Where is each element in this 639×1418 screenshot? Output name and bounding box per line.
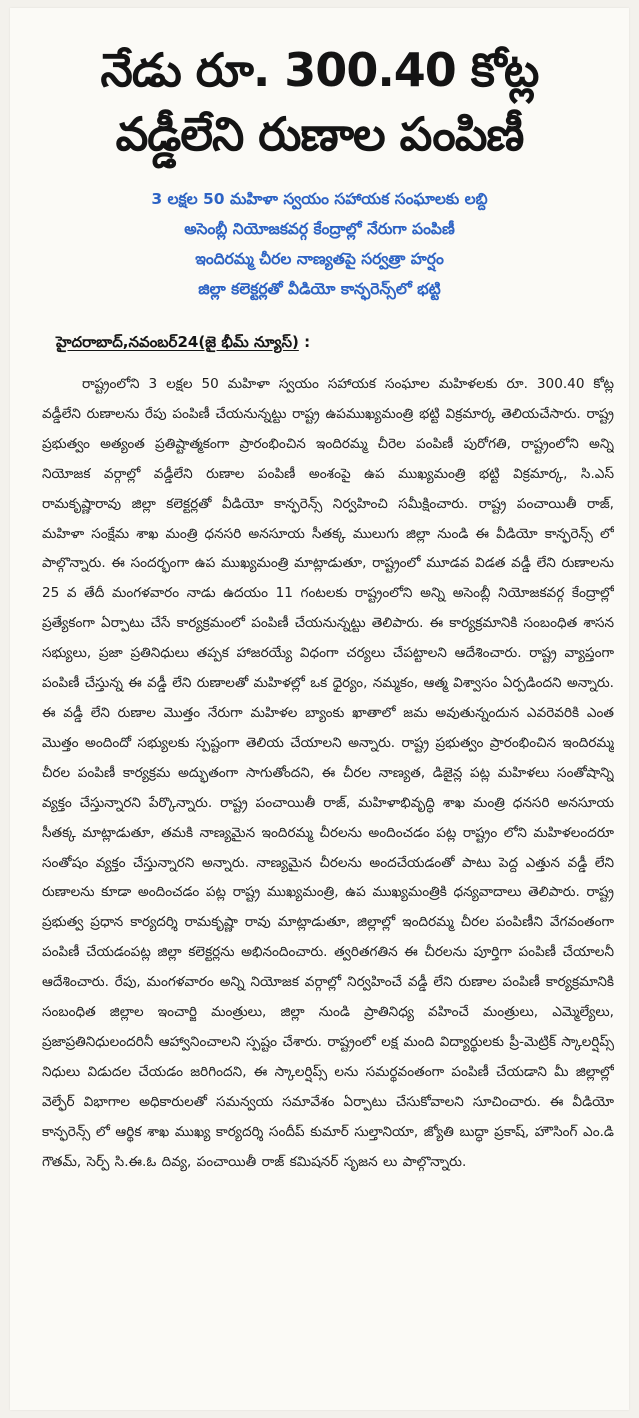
headline-line-1: నేడు రూ. 300.40 కోట్ల — [100, 43, 539, 97]
subheading-3: ఇందిరమ్మ చీరల నాణ్యతపై సర్వత్రా హర్షం — [195, 250, 444, 268]
dateline-suffix: : — [298, 333, 311, 351]
article-body — [42, 370, 614, 1392]
subheading-4: జిల్లా కలెక్టర్లతో వీడియో కాన్ఫరెన్స్‌లో భట్టి — [198, 280, 441, 298]
subheading-1: 3 లక్షల 50 మహిళా స్వయం సహాయక సంఘాలకు లబ్ది — [151, 190, 488, 208]
subheadings — [10, 184, 629, 304]
body-paragraph: రాష్ట్రంలోని 3 లక్షల 50 మహిళా స్వయం సహాయక సంఘాల మహిళలకు రూ. 300.40 కోట్ల వడ్డీలేని రుణాలను రేపు పంపిణీ చేయనున్నట్టు రాష్ట్ర ఉపముఖ్యమంత్రి భట్టి విక్రమార్క తెలియచేసారు. రాష్ట్ర ప్రభుత్వం అత్యంత ప్రతిష్టాత్మకంగా ప్రారంభించిన ఇందిరమ్మ చీరెల పంపిణీ పురోగతి, రాష్ట్రంలోని అన్ని నియోజక వర్గాల్లో వడ్డీలేని రుణాల పంపిణీ అంశంపై ఉప ముఖ్యమంత్రి భట్టి విక్రమార్క, సి.ఎస్ రామకృష్ణారావు జిల్లా కలెక్టర్లతో వీడియో కాన్ఫరెన్స్ నిర్వహించి సమీక్షించారు. రాష్ట్ర పంచాయితీ రాజ్, మహిళా సంక్షేమ శాఖ మంత్రి ధనసరి అనసూయ సీతక్క ములుగు జిల్లా నుండి ఈ వీడియో కాన్ఫరెన్స్ లో పాల్గొన్నారు. ఈ సందర్భంగా ఉప ముఖ్యమంత్రి మాట్లాడుతూ, రాష్ట్రంలో మూడవ విడత వడ్డీ లేని రుణాలను 25 వ తేదీ మంగళవారం నాడు ఉదయం 11 గంటలకు రాష్ట్రంలోని అన్ని అసెంబ్లీ నియోజకవర్గ కేంద్రాల్లో ప్రత్యేకంగా ఏర్పాటు చేసే కార్యక్రమంలో పంపిణీ చేయనున్నట్టు తెలిపారు. ఈ కార్యక్రమానికి సంబంధిత శాసన సభ్యులు, ప్రజా ప్రతినిధులు తప్పక హాజరయ్యే విధంగా చర్యలు చేపట్టాలని ఆదేశించారు. రాష్ట్ర వ్యాప్తంగా పంపిణీ చేస్తున్న ఈ వడ్డీ లేని రుణాలతో మహిళల్లో ఒక ధైర్యం, నమ్మకం, ఆత్మ విశ్వాసం ఏర్పడిందని అన్నారు. ఈ వడ్డీ లేని రుణాల మొత్తం నేరుగా మహిళల బ్యాంకు ఖాతాలో జమ అవుతున్నందున ఎవరెవరికి ఎంత మొత్తం అందిందో సభ్యులకు స్పష్టంగా తెలియ చేయాలని అన్నారు. రాష్ట్ర ప్రభుత్వం ప్రారంభించిన ఇందిరమ్మ చీరల పంపిణీ కార్యక్రమ అద్భుతంగా సాగుతోందని, ఈ చీరల నాణ్యత, డిజైన్ల పట్ల మహిళలు సంతోషాన్ని వ్యక్తం చేస్తున్నారని పేర్కొన్నారు. రాష్ట్ర పంచాయితీ రాజ్, మహిళాభివృద్ధి శాఖ మంత్రి ధనసరి అనసూయ సీతక్క మాట్లాడుతూ, తమకి నాణ్యమైన ఇందిరమ్మ చీరలను అందించడం పట్ల రాష్ట్రం లోని మహిళలందరూ సంతోషం వ్యక్తం చేస్తున్నారని అన్నారు. నాణ్యమైన చీరలను అందచేయడంతో పాటు పెద్ద ఎత్తున వడ్డీ లేని రుణాలను కూడా అందించడం పట్ల రాష్ట్ర ముఖ్యమంత్రి, ఉప ముఖ్యమంత్రికి ధన్యవాదాలు తెలిపారు. రాష్ట్ర ప్రభుత్వ ప్రధాన కార్యదర్శి రామకృష్ణా రావు మాట్లాడుతూ, జిల్లాల్లో ఇందిరమ్మ చీరల పంపిణీని వేగవంతంగా పంపిణీ చేయడంపట్ల జిల్లా కలెక్టర్లను అభినందించారు. త్వరితగతిన ఈ చీరలను పూర్తిగా పంపిణీ చేయాలనీ ఆదేశించారు. రేపు, మంగళవారం అన్ని నియోజక వర్గాల్లో నిర్వహించే వడ్డీ లేని రుణాల పంపిణీ కార్యక్రమానికి సంబంధిత జిల్లాల ఇంచార్జి మంత్రులు, జిల్లా నుండి ప్రాతినిధ్య వహించే మంత్రులు, ఎమ్మెల్యేలు, ప్రజాప్రతినిధులందరినీ ఆహ్వానించాలని స్పష్టం చేశారు. రాష్ట్రంలో లక్ష మంది విద్యార్థులకు ప్రీ-మెట్రిక్ స్కాలర్షిప్స్ నిధులు విడుదల చేయడం జరిగిందని, ఈ స్కాలర్షిప్స్ లను సమర్థవంతంగా పంపిణీ చేయడాని మీ జిల్లాల్లో వెల్ఫేర్ విభాగాల అధికారులతో సమన్వయ సమావేశం ఏర్పాటు చేసుకోవాలని సూచించారు. ఈ వీడియో కాన్ఫరెన్స్ లో ఆర్థిక శాఖ ముఖ్య కార్యదర్శి సందీప్ కుమార్ సుల్తానియా, జ్యోతి బుద్ధా ప్రకాష్, హౌసింగ్ ఎం.డి గౌతమ్, సెర్ప్ సి.ఈ.ఓ దివ్య, పంచాయితీ రాజ్ కమిషనర్ సృజన లు పాల్గొన్నారు. — [42, 376, 614, 1170]
dateline — [56, 330, 629, 354]
headline-line-2: వడ్డీలేని రుణాల పంపిణీ — [115, 107, 524, 161]
headline — [10, 8, 629, 166]
subheading-2: అసెంబ్లీ నియోజకవర్గ కేంద్రాల్లో నేరుగా పంపిణీ — [184, 220, 455, 238]
dateline-text: హైదరాబాద్,నవంబర్24(జై భీమ్ న్యూస్) — [56, 333, 299, 351]
